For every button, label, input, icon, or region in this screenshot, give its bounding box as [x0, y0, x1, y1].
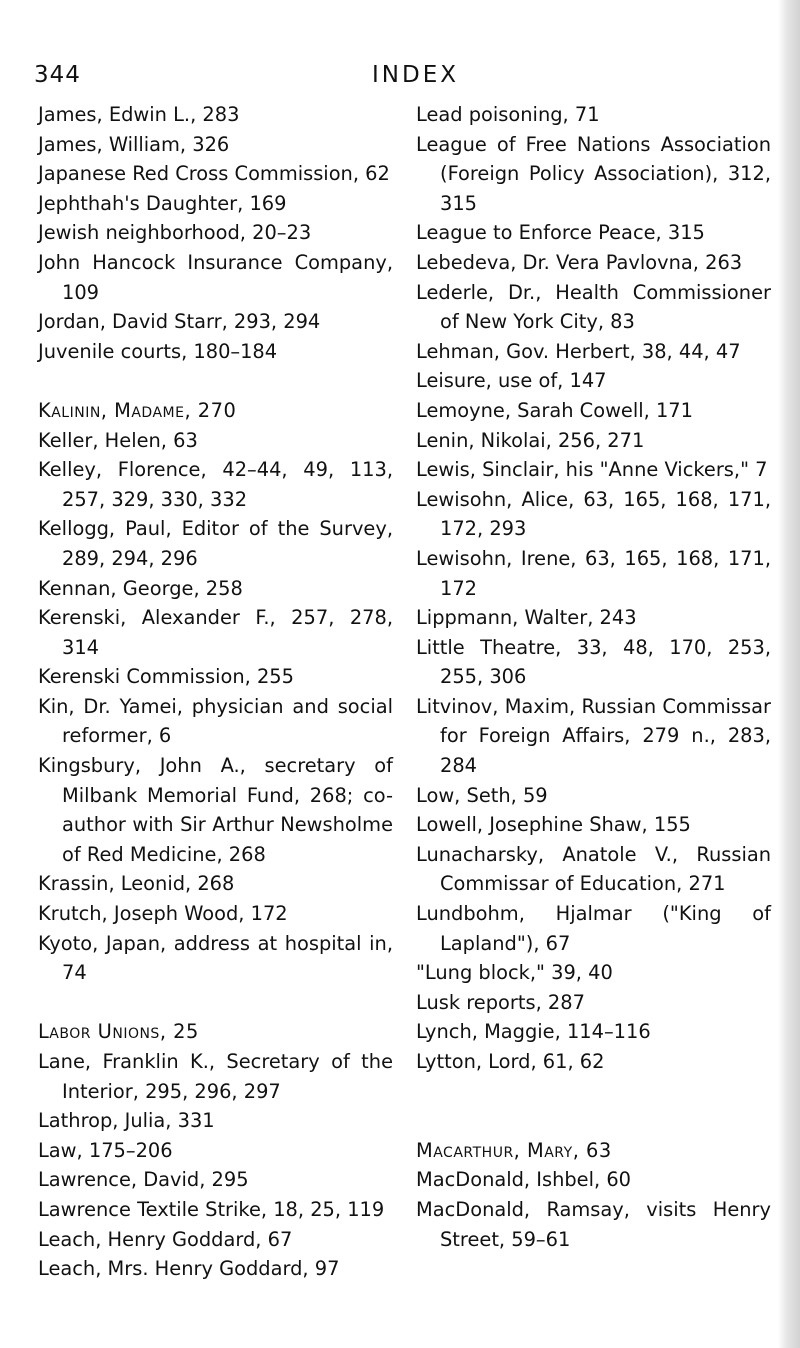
index-entry: Lynch, Maggie, 114–116	[416, 1020, 651, 1044]
index-entry: Lederle, Dr., Health Commissioner of New York City, 83	[416, 280, 771, 334]
index-entry: Lane, Franklin K., Secretary of the Interior, 295, 296, 297	[38, 1050, 393, 1103]
index-entry: Keller, Helen, 63	[38, 428, 198, 452]
index-entry: Jordan, David Starr, 293, 294	[38, 310, 321, 334]
index-entry: Krutch, Joseph Wood, 172	[38, 902, 288, 926]
index-entry: MacDonald, Ishbel, 60	[416, 1168, 632, 1192]
index-entry: Lawrence Textile Strike, 18, 25, 119	[38, 1197, 385, 1221]
index-entry: Law, 175–206	[38, 1138, 173, 1162]
index-entry: Lewisohn, Irene, 63, 165, 168, 171, 172	[416, 546, 771, 600]
index-entry: Krassin, Leonid, 268	[38, 872, 235, 896]
index-entry: Low, Seth, 59	[416, 783, 548, 807]
index-section-first-entry: Kalinin, Madame, 270	[38, 398, 237, 422]
index-entry: Litvinov, Maxim, Russian Commissar for Foreign Affairs, 279 n., 283, 284	[416, 694, 771, 778]
index-entry: Lunacharsky, Anatole V., Russian Commissar of Education, 271	[416, 842, 771, 896]
index-entry: Lewisohn, Alice, 63, 165, 168, 171, 172, 293	[416, 487, 771, 541]
index-entry: Jephthah's Daughter, 169	[38, 191, 287, 215]
index-entry: Leach, Mrs. Henry Goddard, 97	[38, 1257, 340, 1281]
right-index-column	[416, 100, 771, 1254]
index-entry: League of Free Nations Association (Foreign Policy Association), 312, 315	[416, 132, 771, 215]
index-entry: Leisure, use of, 147	[416, 369, 607, 393]
page-title: INDEX	[372, 62, 459, 88]
index-entry: "Lung block," 39, 40	[416, 961, 613, 985]
index-entry: Lehman, Gov. Herbert, 38, 44, 47	[416, 339, 741, 363]
index-entry: James, William, 326	[38, 132, 230, 156]
index-entry: Lippmann, Walter, 243	[416, 606, 637, 630]
index-entry: Jewish neighborhood, 20–23	[38, 221, 312, 245]
index-entry: Lowell, Josephine Shaw, 155	[416, 813, 691, 837]
index-entry: Lathrop, Julia, 331	[38, 1109, 215, 1133]
page-header	[34, 62, 760, 98]
index-entry: Lemoyne, Sarah Cowell, 171	[416, 398, 693, 422]
index-entry: Kerenski, Alexander F., 257, 278, 314	[38, 606, 393, 659]
index-entry: Leach, Henry Goddard, 67	[38, 1227, 293, 1251]
index-letter-gap	[416, 1106, 771, 1136]
index-letter-gap	[38, 988, 393, 1018]
index-entry: John Hancock Insurance Company, 109	[38, 250, 393, 304]
index-entry: Lusk reports, 287	[416, 990, 585, 1014]
index-section-first-entry: Macarthur, Mary, 63	[416, 1138, 612, 1162]
index-entry: Lundbohm, Hjalmar ("King of Lapland"), 67	[416, 902, 771, 955]
index-entry: Kyoto, Japan, address at hospital in, 74	[38, 931, 393, 985]
index-entry: Kingsbury, John A., secretary of Milbank Memorial Fund, 268; co-author with Sir Arthur Newsholme of Red Medicine, 268	[38, 754, 393, 866]
index-entry: Lewis, Sinclair, his "Anne Vickers," 7	[416, 458, 768, 482]
page-edge-shadow	[778, 0, 800, 1348]
index-entry: James, Edwin L., 283	[38, 103, 240, 126]
page-number: 344	[34, 62, 81, 88]
index-entry: Lytton, Lord, 61, 62	[416, 1050, 605, 1073]
index-entry: Kellogg, Paul, Editor of the Survey, 289, 294, 296	[38, 517, 393, 570]
index-letter-gap	[38, 366, 393, 396]
index-entry: Kennan, George, 258	[38, 576, 243, 600]
left-index-column	[38, 100, 393, 1284]
index-entry: Lawrence, David, 295	[38, 1168, 249, 1192]
index-letter-gap	[416, 1077, 771, 1107]
index-entry: Kin, Dr. Yamei, physician and social reformer, 6	[38, 694, 393, 748]
index-entry: Little Theatre, 33, 48, 170, 253, 255, 306	[416, 635, 771, 689]
index-entry: Lenin, Nikolai, 256, 271	[416, 428, 645, 452]
index-entry: Kelley, Florence, 42–44, 49, 113, 257, 329, 330, 332	[38, 458, 393, 511]
index-entry: MacDonald, Ramsay, visits Henry Street, 59–61	[416, 1197, 771, 1251]
index-entry: League to Enforce Peace, 315	[416, 221, 705, 245]
index-entry: Juvenile courts, 180–184	[38, 339, 278, 363]
index-entry: Lebedeva, Dr. Vera Pavlovna, 263	[416, 250, 743, 274]
index-entry: Kerenski Commission, 255	[38, 665, 294, 689]
index-entry: Lead poisoning, 71	[416, 103, 600, 126]
index-entry: Japanese Red Cross Commission, 62	[38, 162, 390, 186]
index-section-first-entry: Labor Unions, 25	[38, 1020, 199, 1044]
